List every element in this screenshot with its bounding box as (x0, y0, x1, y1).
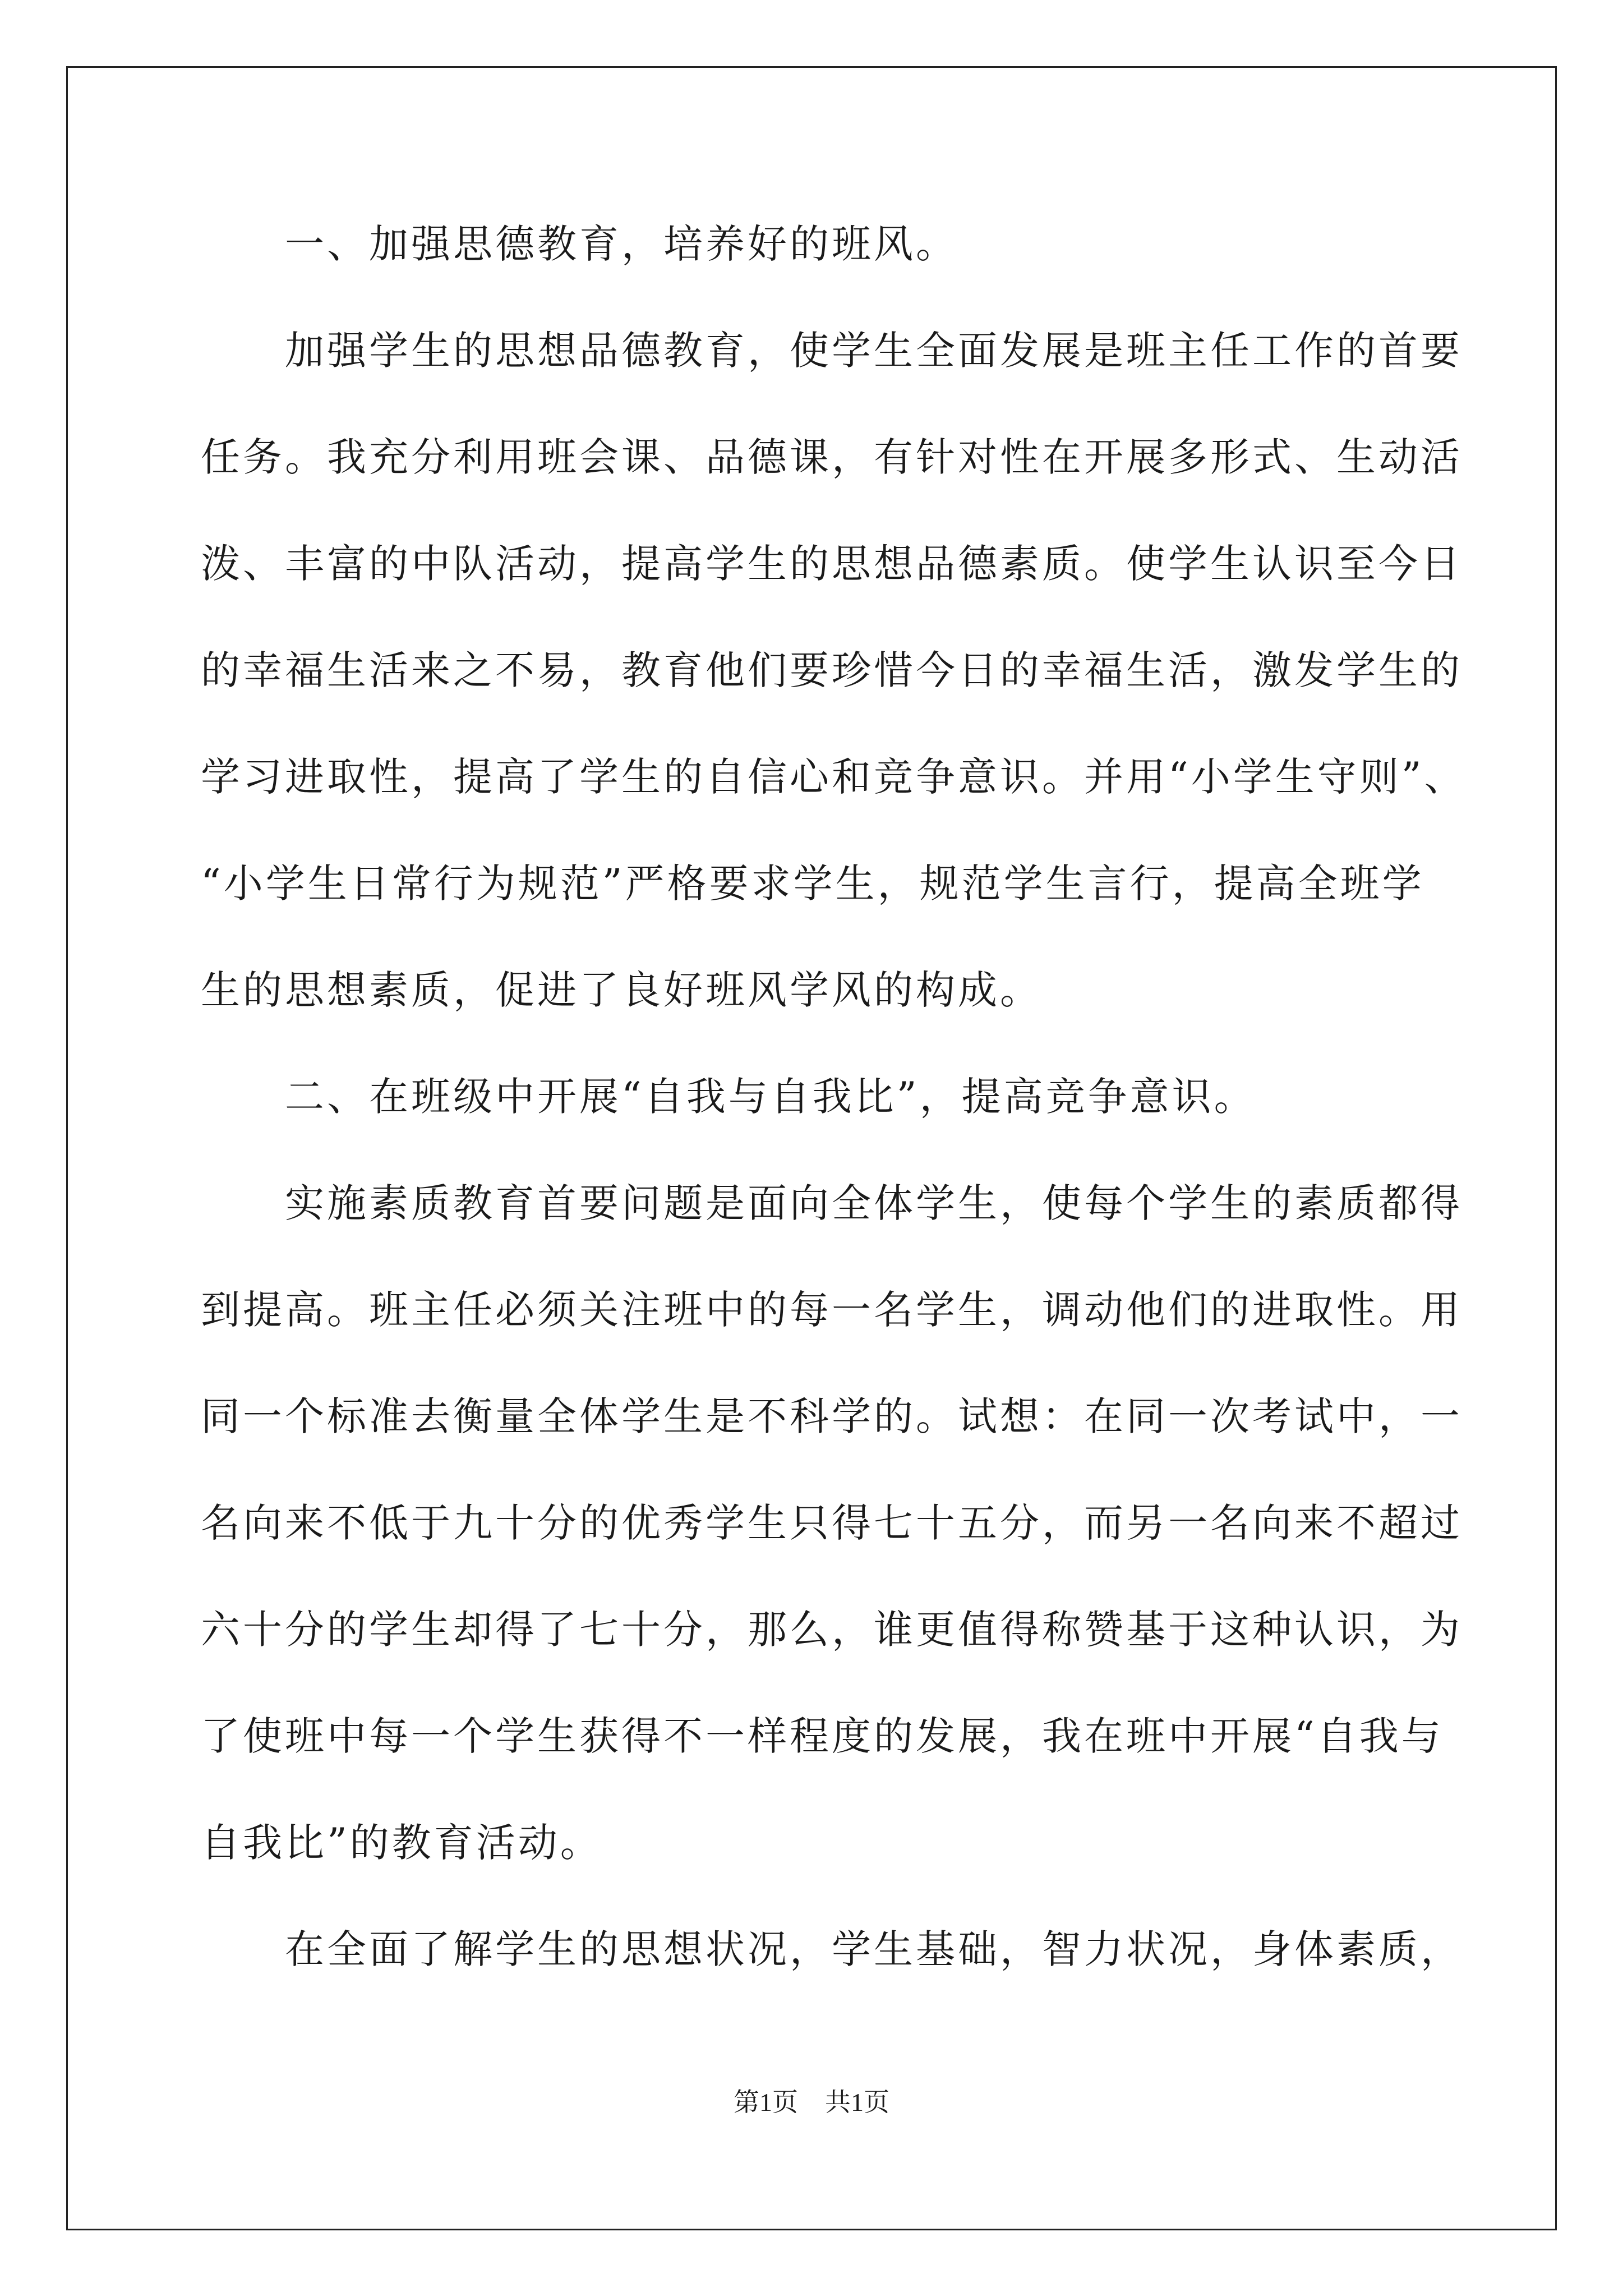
page-number: 第1页 (734, 2088, 798, 2116)
paragraph-line: 名向来不低于九十分的优秀学生只得七十五分，而另一名向来不超过 (201, 1500, 1463, 1546)
paragraph-line: 实施素质教育首要问题是面向全体学生，使每个学生的素质都得 (285, 1180, 1463, 1226)
paragraph-line: 了使班中每一个学生获得不一样程度的发展，我在班中开展“自我与 (201, 1713, 1444, 1759)
paragraph-line: 学习进取性，提高了学生的自信心和竞争意识。并用“小学生守则”、 (201, 754, 1467, 800)
paragraph-line: 的幸福生活来之不易，教育他们要珍惜今日的幸福生活，激发学生的 (201, 647, 1463, 693)
paragraph-line: 泼、丰富的中队活动，提高学生的思想品德素质。使学生认识至今日 (201, 541, 1463, 587)
paragraph-line: 加强学生的思想品德教育，使学生全面发展是班主任工作的首要 (285, 328, 1463, 374)
paragraph-line: 自我比”的教育活动。 (201, 1820, 602, 1866)
paragraph-line: 生的思想素质，促进了良好班风学风的构成。 (201, 967, 1042, 1013)
paragraph-line: 六十分的学生却得了七十分，那么，谁更值得称赞基于这种认识，为 (201, 1607, 1463, 1653)
paragraph-line: “小学生日常行为规范”严格要求学生，规范学生言行，提高全班学 (201, 861, 1424, 907)
paragraph-line: 同一个标准去衡量全体学生是不科学的。试想：在同一次考试中，一 (201, 1393, 1463, 1439)
total-pages: 共1页 (825, 2088, 889, 2116)
paragraph-line: 在全面了解学生的思想状况，学生基础，智力状况，身体素质， (285, 1926, 1463, 1972)
paragraph-line: 任务。我充分利用班会课、品德课，有针对性在开展多形式、生动活 (201, 434, 1463, 480)
heading-section-2: 二、在班级中开展“自我与自我比”，提高竞争意识。 (285, 1074, 1256, 1120)
paragraph-line: 到提高。班主任必须关注班中的每一名学生，调动他们的进取性。用 (201, 1287, 1463, 1333)
document-body (201, 191, 1467, 2003)
heading-section-1: 一、加强思德教育，培养好的班风。 (285, 221, 958, 267)
page-footer (0, 2086, 1623, 2119)
